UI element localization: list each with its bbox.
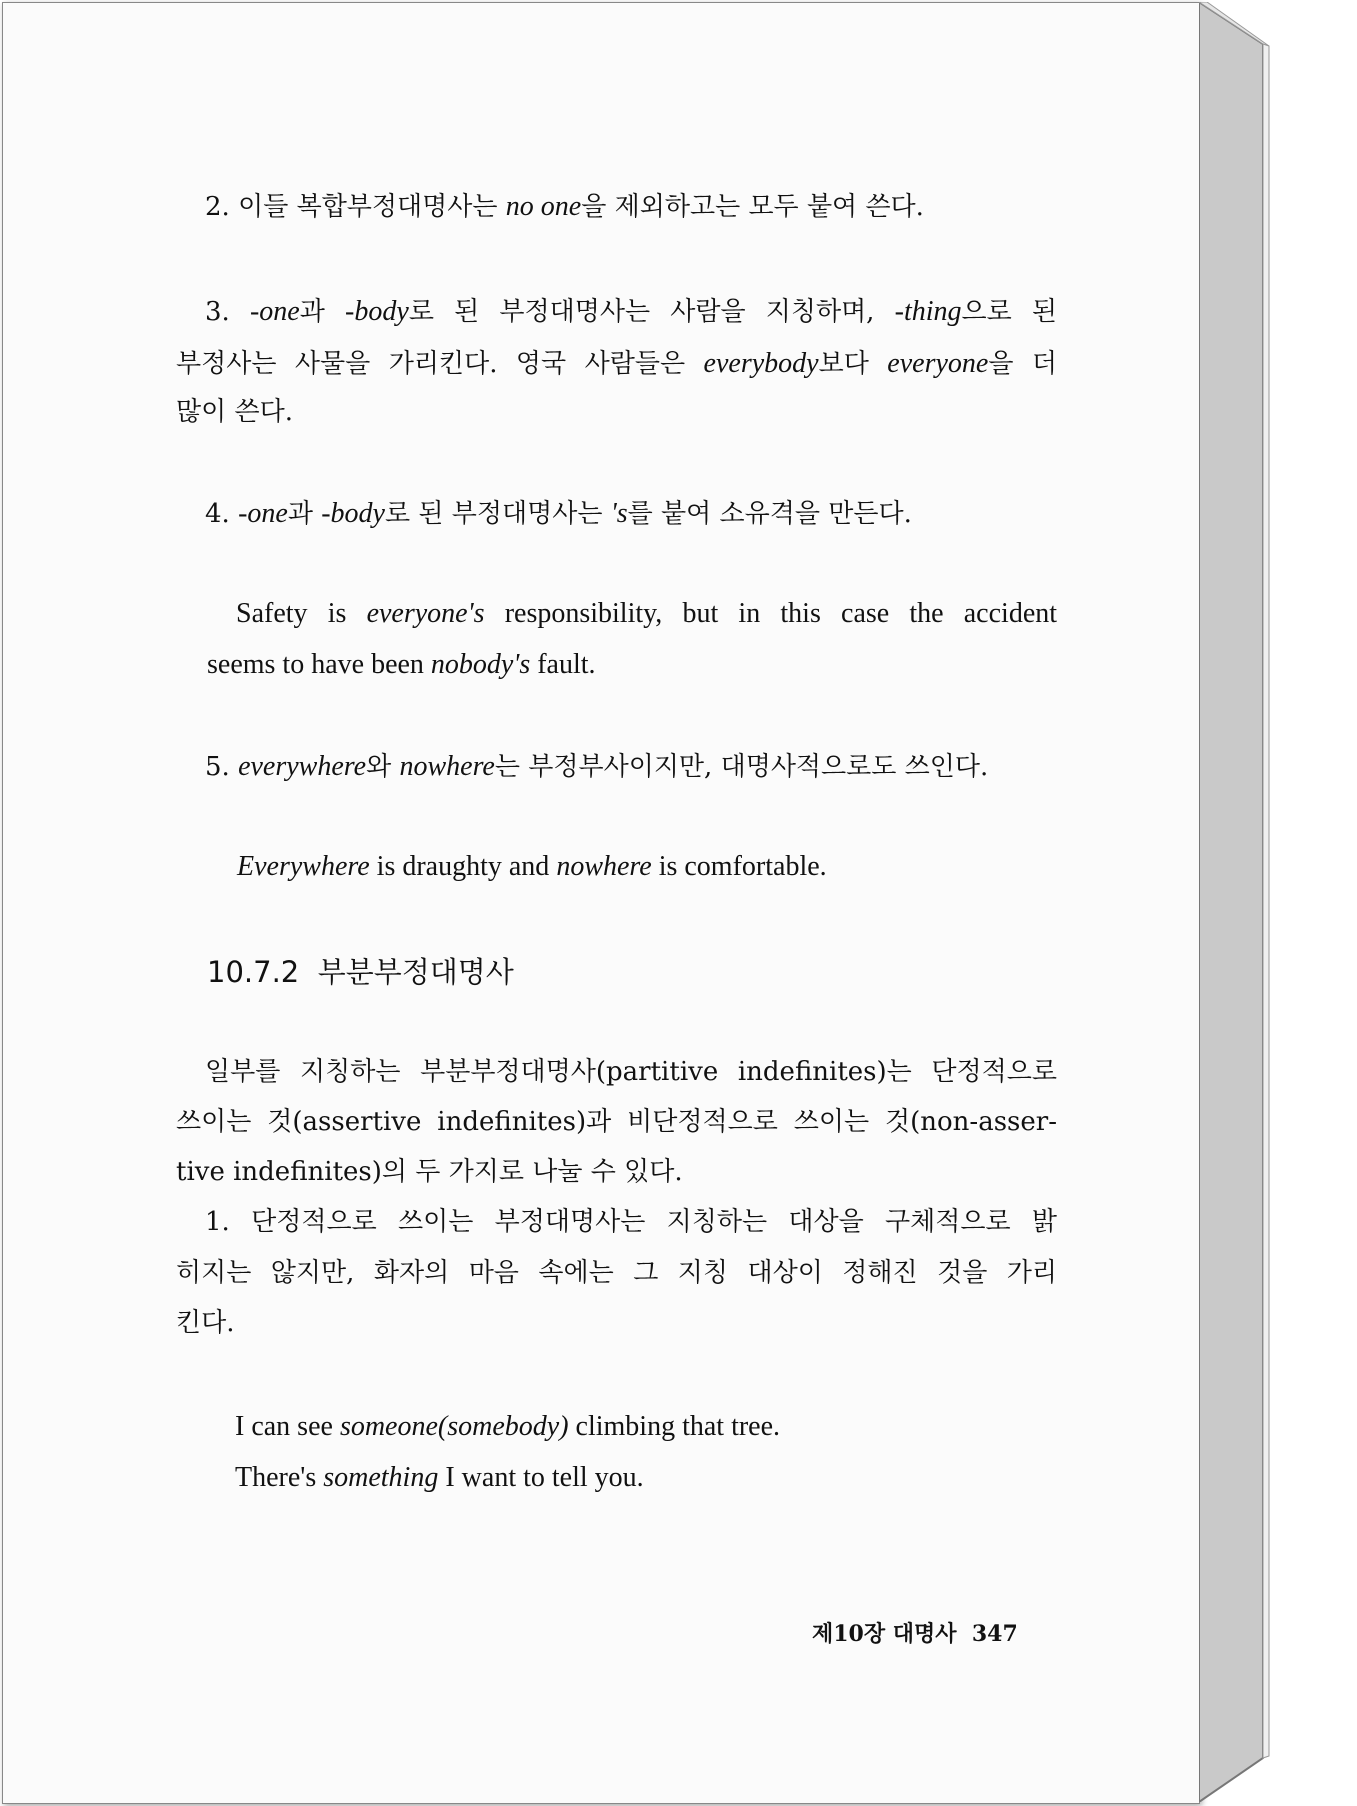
item-text: 이들 복합부정대명사는 xyxy=(238,192,498,222)
example-text: fault. xyxy=(537,649,596,680)
italic-term: Everywhere xyxy=(237,851,370,882)
paragraph-line-2: 쓰이는 것(assertive indefinites)과 비단정적으로 쓰이는 것(non-asser- xyxy=(176,1107,1057,1137)
item-text: 를 붙여 소유격을 만든다. xyxy=(627,499,912,529)
item-number: 4. xyxy=(205,499,230,529)
paragraph-line-5: 히지는 않지만, 화자의 마음 속에는 그 지칭 대상이 정해진 것을 가리 xyxy=(176,1258,1057,1288)
item-number: 3. xyxy=(205,297,230,327)
item-text: 로 된 부정대명사는 사람을 지칭하며, xyxy=(408,297,875,327)
chapter-label: 제10장 대명사 xyxy=(812,1621,957,1647)
item-5 xyxy=(205,750,988,784)
italic-term: nobody's xyxy=(430,649,531,680)
item-3-line-2 xyxy=(176,347,1057,381)
example-text: is comfortable. xyxy=(658,851,827,882)
example-text: There's xyxy=(235,1462,317,1493)
example-text: I want to tell you. xyxy=(445,1462,644,1493)
italic-term: everyone's xyxy=(366,598,485,629)
example-text: climbing that tree. xyxy=(575,1411,781,1442)
item-number: 2. xyxy=(205,192,230,222)
book-page xyxy=(2,2,1200,1804)
italic-term: 's xyxy=(610,498,628,529)
italic-term: -body xyxy=(345,296,409,327)
section-number: 10.7.2 xyxy=(207,955,300,989)
italic-term: -thing xyxy=(894,296,962,327)
item-text: 와 xyxy=(366,752,392,782)
item-text: 으로 된 xyxy=(961,297,1058,327)
example-text: seems to have been xyxy=(207,649,424,680)
example-text: Safety is xyxy=(236,598,347,629)
item-text: 과 xyxy=(299,297,325,327)
paragraph-line-3: tive indefinites)의 두 가지로 나눌 수 있다. xyxy=(176,1157,683,1187)
section-title: 부분부정대명사 xyxy=(317,955,514,989)
section-heading xyxy=(207,955,514,990)
italic-term: -one xyxy=(238,498,288,529)
page-number: 347 xyxy=(971,1621,1018,1647)
italic-term: someone(somebody) xyxy=(339,1411,569,1442)
italic-term: everywhere xyxy=(238,751,367,782)
example-text: is draughty and xyxy=(376,851,550,882)
page-edge-shape xyxy=(1199,2,1277,1802)
example-4-line-1 xyxy=(236,597,1057,631)
example-2 xyxy=(235,1461,644,1495)
italic-term: everyone xyxy=(887,348,989,379)
paragraph-line-6: 킨다. xyxy=(176,1308,235,1338)
item-text: 로 된 부정대명사는 xyxy=(385,499,603,529)
example-1 xyxy=(235,1410,780,1444)
example-4-line-2 xyxy=(207,648,596,682)
italic-term: everybody xyxy=(703,348,819,379)
italic-term: -body xyxy=(321,498,385,529)
item-text: 을 제외하고는 모두 붙여 쓴다. xyxy=(581,192,924,222)
paragraph-line-1: 일부를 지칭하는 부분부정대명사(partitive indefinites)는 단정적으로 xyxy=(205,1057,1057,1087)
item-4 xyxy=(205,497,912,531)
italic-term: something xyxy=(323,1462,439,1493)
item-text: 과 xyxy=(287,499,313,529)
example-text: I can see xyxy=(235,1411,333,1442)
paragraph-line-4: 1. 단정적으로 쓰이는 부정대명사는 지칭하는 대상을 구체적으로 밝 xyxy=(205,1207,1057,1237)
item-number: 5. xyxy=(205,752,230,782)
item-text: 는 부정부사이지만, 대명사적으로도 쓰인다. xyxy=(494,752,989,782)
item-text: 보다 xyxy=(818,349,869,379)
page-stack-edge xyxy=(1199,2,1277,1802)
item-text: 을 더 xyxy=(988,349,1058,379)
page-footer xyxy=(812,1621,1018,1647)
item-text: 부정사는 사물을 가리킨다. 영국 사람들은 xyxy=(176,349,686,379)
italic-term: nowhere xyxy=(399,751,495,782)
example-5 xyxy=(237,850,827,884)
italic-term: no one xyxy=(505,191,582,222)
example-text: responsibility, but in this case the accident xyxy=(504,598,1058,629)
item-3-line-3: 많이 쓴다. xyxy=(176,397,293,427)
item-3-line-1 xyxy=(205,295,1057,329)
italic-term: nowhere xyxy=(556,851,652,882)
item-2 xyxy=(205,190,924,224)
italic-term: -one xyxy=(249,296,300,327)
